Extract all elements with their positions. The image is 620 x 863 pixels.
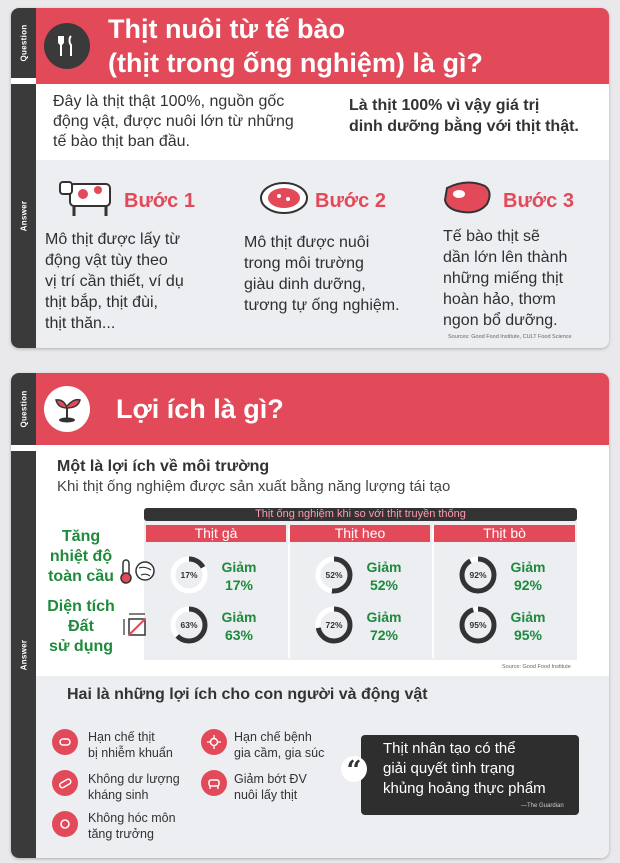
source-note: Source: Good Food Institute xyxy=(502,664,571,670)
ring-percent-label: 52% xyxy=(325,570,343,580)
step-1-title: Bước 1 xyxy=(124,190,195,212)
answer-tab: Answer xyxy=(11,84,36,348)
ring-percent-label: 92% xyxy=(469,570,487,580)
answer-tab: Answer xyxy=(11,451,36,858)
reduce-label: Giảm xyxy=(510,559,546,575)
reduce-label: Giảm xyxy=(221,559,257,575)
reduce-label: Giảm xyxy=(221,609,257,625)
reduce-label: Giảm xyxy=(366,559,402,575)
column-header-beef: Thịt bò xyxy=(434,525,575,542)
step-1-text: Mô thịt được lấy từ động vật tùy theo vị trí cần thiết, ví dụ thịt bắp, thịt đùi, thịt thăn... xyxy=(45,231,184,332)
environment-title: Một là lợi ích về môi trường xyxy=(57,458,270,475)
benefit-disease: Hạn chế bệnh gia cầm, gia súc xyxy=(234,730,325,760)
page-title: Thịt nuôi từ tế bào (thịt trong ống nghiệm) là gì? xyxy=(108,14,483,78)
steak-icon xyxy=(441,178,493,223)
livestock-icon xyxy=(201,770,227,796)
quote-source: —The Guardian xyxy=(521,803,564,809)
fork-knife-icon xyxy=(44,23,90,69)
ring-percent-label: 17% xyxy=(180,570,198,580)
column-header-pork: Thịt heo xyxy=(290,525,430,542)
reduce-value: 63% xyxy=(224,627,254,643)
reduce-value: 92% xyxy=(513,577,543,593)
reduce-label: Giảm xyxy=(366,609,402,625)
petri-dish-icon xyxy=(259,180,309,221)
hormone-icon xyxy=(52,811,78,837)
virus-icon xyxy=(201,729,227,755)
step-2-text: Mô thịt được nuôi trong môi trường giàu dinh dưỡng, tương tự ống nghiệm. xyxy=(244,234,400,314)
answer-left: Đây là thịt thật 100%, nguồn gốc động vật, được nuôi lớn từ những tế bào thịt ban đầu. xyxy=(53,93,294,150)
quote-mark-icon: “ xyxy=(341,756,367,782)
bacteria-icon xyxy=(52,729,78,755)
ring-percent-label: 72% xyxy=(325,620,343,630)
benefit-bacteria: Hạn chế thịt bị nhiễm khuẩn xyxy=(88,730,173,760)
card-benefits xyxy=(11,373,609,858)
row-label-land: Diện tích Đất sử dụng xyxy=(47,598,115,655)
environment-subtitle: Khi thịt ống nghiệm được sản xuất bằng năng lượng tái tạo xyxy=(57,478,451,495)
step-2-title: Bước 2 xyxy=(315,190,386,212)
benefits-title: Hai là những lợi ích cho con người và động vật xyxy=(67,686,428,703)
ring-percent-label: 95% xyxy=(469,620,487,630)
benefit-antibiotics: Không dư lượng kháng sinh xyxy=(88,772,180,802)
quote-text: Thịt nhân tạo có thể giải quyết tình trạng khủng hoảng thực phẩm xyxy=(383,740,546,797)
reduce-value: 52% xyxy=(369,577,399,593)
answer-right: Là thịt 100% vì vậy giá trị dinh dưỡng bằng với thịt thật. xyxy=(349,97,579,135)
reduce-value: 72% xyxy=(369,627,399,643)
table-header: Thịt ống nghiệm khi so với thịt truyền thống xyxy=(144,508,577,521)
step-3-title: Bước 3 xyxy=(503,190,574,212)
column-header-chicken: Thịt gà xyxy=(146,525,286,542)
benefit-fewer-animals: Giảm bớt ĐV nuôi lấy thịt xyxy=(234,772,307,802)
section-title: Lợi ích là gì? xyxy=(116,394,284,424)
question-tab: Question xyxy=(11,8,36,78)
cow-icon xyxy=(58,178,120,223)
reduce-value: 95% xyxy=(513,627,543,643)
source-note: Sources: Good Food Institute, CULT Food Science xyxy=(448,334,572,340)
question-header xyxy=(36,8,609,84)
reduce-label: Giảm xyxy=(510,609,546,625)
question-tab: Question xyxy=(11,373,36,445)
pill-icon xyxy=(52,770,78,796)
card-what-is xyxy=(11,8,609,348)
step-3-text: Tế bào thịt sẽ dần lớn lên thành những miếng thịt hoàn hảo, thơm ngon bổ dưỡng. xyxy=(443,228,568,329)
benefit-hormones: Không hóc môn tăng trưởng xyxy=(88,811,176,841)
row-label-warming: Tăng nhiệt độ toàn cầu xyxy=(48,528,114,585)
ring-percent-label: 63% xyxy=(180,620,198,630)
reduce-value: 17% xyxy=(224,577,254,593)
